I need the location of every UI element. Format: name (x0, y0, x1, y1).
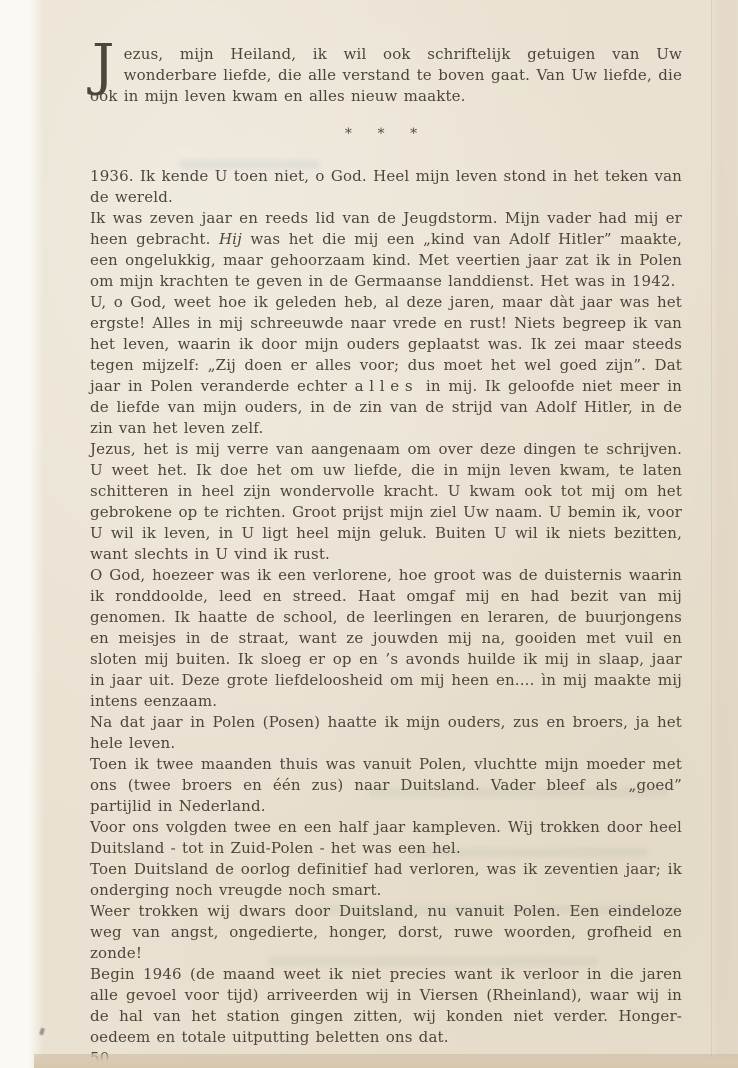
paragraph-text: Toen Duitsland de oorlog definitief had verloren, was ik zeventien jaar; ik onderging noch vreugde noch smart. (90, 860, 682, 899)
paragraph-text: O God, hoezeer was ik een verlorene, hoe groot was de duisternis waarin ik ronddoolde, leed en streed. Haat omgaf mij en had bezit van mij genomen. Ik haatte de school, de leerlingen en leraren, de buurjongens en meisjes in de straat, want ze jouwden mij na, gooiden met vuil en sloten mij buiten. Ik sloeg er op en ’s avonds huilde ik mij in slaap, jaar in jaar uit. Deze grote liefdeloosheid om mij heen en.... ìn mij maakte mij intens eenzaam. (90, 566, 682, 710)
opening-paragraph (90, 33, 682, 107)
paragraph (90, 859, 682, 901)
paragraph-text: in mij. Ik geloofde niet meer in de liefde van mijn ouders, in de zin van de strijd van Adolf Hitler, in de zin van het leven zelf. (90, 377, 682, 437)
paragraph (90, 166, 682, 208)
paragraph-text: Na dat jaar in Polen (Posen) haatte ik mijn ouders, zus en broers, ja het hele leven. (90, 713, 682, 752)
paragraph-text: Voor ons volgden twee en een half jaar kampleven. Wij trokken door heel Duitsland - tot in Zuid-Polen - het was een hel. (90, 818, 682, 857)
paragraph-text: Begin 1946 (de maand weet ik niet precies want ik verloor in die jaren alle gevoel voor tijd) arriveerden wij in Viersen (Rheinland), waar wij in de hal van het station gingen zitten, wij konden niet verder. Honger-oedeem en totale uitputting beletten ons dat. (90, 965, 682, 1046)
scan-left-edge (0, 0, 44, 1068)
paragraph-text: Jezus, het is mij verre van aangenaam om over deze dingen te schrijven. U weet het. Ik doe het om uw liefde, die in mijn leven kwam, te laten schitteren in heel zijn wondervolle kracht. U kwam ook tot mij om het gebrokene op te richten. Groot prijst mijn ziel Uw naam. U bemin ik, voor U wil ik leven, in U ligt heel mijn geluk. Buiten U wil ik niets bezitten, want slechts in U vind ik rust. (90, 440, 682, 563)
paragraph-text: Hij (218, 230, 242, 248)
page-text-block (90, 33, 682, 1068)
paragraph (90, 292, 682, 439)
paragraph-text: was het die mij een „kind van Adolf Hitler” maakte, een ongelukkig, maar gehoorzaam kind. Met veertien jaar zat ik in Polen om mijn krachten te geven in de Germaanse landdienst. Het was in 1942. (90, 230, 682, 290)
opening-paragraph-text: ezus, mijn Heiland, ik wil ook schriftelijk getuigen van Uw wonderbare liefde, die alle verstand te boven gaat. Van Uw liefde, die ook in mijn leven kwam en alles nieuw maakte. (90, 45, 682, 105)
paragraph-text: 1936. Ik kende U toen niet, o God. Heel mijn leven stond in het teken van de wereld. (90, 167, 682, 206)
scan-speck (39, 1028, 45, 1036)
paragraph (90, 901, 682, 964)
paragraph (90, 754, 682, 817)
section-separator: * * * (344, 126, 428, 142)
body-paragraphs (90, 166, 682, 1048)
page-right-edge (711, 0, 738, 1068)
paragraph-text: U, o God, weet hoe ik geleden heb, al deze jaren, maar dàt jaar was het ergste! Alles in mij schreeuwde naar vrede en rust! Niets begreep ik van het leven, waarin ik door mijn ouders geplaatst was. Ik zei maar steeds tegen mijzelf: „Zij doen er alles voor; dus moet het wel goed zijn”. Dat jaar in Polen veranderde echter (90, 293, 682, 395)
paragraph (90, 565, 682, 712)
paragraph (90, 439, 682, 565)
paragraph-text: Ik was zeven jaar en reeds lid van de Jeugdstorm. Mijn vader had mij er heen gebracht. (90, 209, 682, 248)
paragraph (90, 964, 682, 1048)
paragraph-text: Weer trokken wij dwars door Duitsland, nu vanuit Polen. Een eindeloze weg van angst, ongedierte, honger, dorst, ruwe woorden, grofheid en zonde! (90, 902, 682, 962)
paragraph-text: Toen ik twee maanden thuis was vanuit Polen, vluchtte mijn moeder met ons (twee broers en één zus) naar Duitsland. Vader bleef als „goed” partijlid in Nederland. (90, 755, 682, 815)
paragraph (90, 208, 682, 292)
paragraph (90, 817, 682, 859)
drop-cap: J (92, 33, 115, 98)
paragraph (90, 712, 682, 754)
scan-bottom-edge (34, 1054, 738, 1068)
paragraph-text: alles (354, 377, 419, 395)
